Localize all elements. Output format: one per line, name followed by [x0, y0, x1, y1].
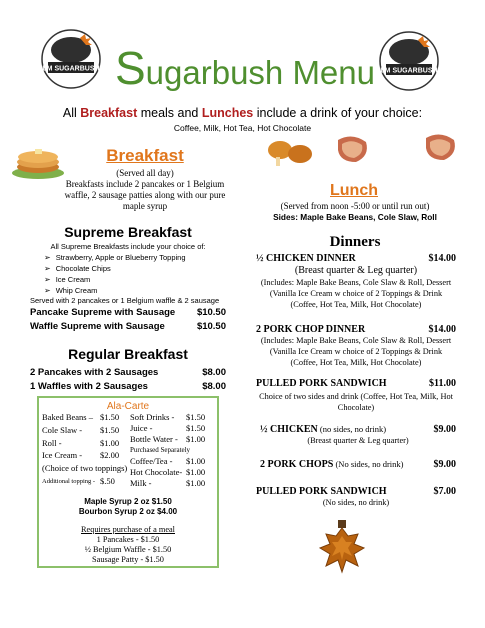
dinner-item: 2 PORK CHOP DINNER $14.00 (Includes: Maple Bake Beans, Cole Slaw & Roll, Dessert (Vanilla Ice Cream w choice of 2 Toppings & Drink (Coffee, Hot Tea, Milk, Hot Chocolate)	[256, 324, 456, 367]
intro-lunches: Lunches	[201, 106, 254, 120]
supreme-heading: Supreme Breakfast	[64, 224, 192, 240]
supreme-choices	[44, 252, 186, 296]
svg-text:LM SUGARBUSH: LM SUGARBUSH	[42, 65, 100, 73]
ala-left-list: Baked Beans – $1.50 Cole Slaw - $1.50 Roll - $1.00 Ice Cream - $2.00 (Choice of two toppings) Additional topping - $.50	[42, 412, 128, 487]
list-item: ➢ Chocolate Chips	[44, 263, 186, 274]
list-item: 1 Pancakes - $1.50	[96, 535, 160, 544]
chicken-image	[266, 134, 316, 168]
list-item: ➢ Whip Cream	[44, 285, 186, 296]
list-item: ➢ Ice Cream	[44, 274, 186, 285]
intro-line: All Breakfast meals and Lunches include a drink of your choice:	[62, 106, 423, 120]
breakfast-served: (Served all day)	[116, 168, 174, 178]
menu-row: Waffle Supreme with Sausage $10.50	[30, 321, 226, 332]
ala-right-list: Soft Drinks - $1.50 Juice - $1.50 Bottle Water - $1.00 Purchased Separately Coffee/Tea - $1.00 Hot Chocolate- $1.00 Milk - $1.00	[130, 412, 206, 488]
breakfast-desc: Breakfasts include 2 pancakes or 1 Belgium waffle, 2 sausage patties along with our pure maple syrup	[64, 179, 226, 211]
ala-carte-title: Ala-Carte	[106, 401, 150, 412]
dinner-item: 2 PORK CHOPS (No sides, no drink) $9.00	[260, 459, 456, 470]
lunch-served: (Served from noon -5:00 or until run out)	[280, 201, 430, 211]
title-initial: S	[114, 42, 146, 94]
svg-text:LM SUGARBUSH: LM SUGARBUSH	[380, 67, 438, 75]
title-rest: ugarbush Menu	[145, 54, 375, 91]
sugarbush-logo-left	[40, 28, 102, 90]
bourbon-syrup: Bourbon Syrup 2 oz $4.00	[78, 507, 178, 516]
dinners-heading: Dinners	[329, 234, 381, 250]
list-item: ➢ Strawberry, Apple or Blueberry Topping	[44, 252, 186, 263]
menu-row: 1 Waffles with 2 Sausages $8.00	[30, 381, 226, 392]
intro-breakfast: Breakfast	[80, 106, 138, 120]
pork-chop-image-1	[332, 132, 372, 166]
page-title	[100, 42, 390, 94]
supreme-intro: All Supreme Breakfasts include your choice of:	[50, 242, 206, 251]
lunch-heading: Lunch	[330, 182, 378, 199]
lunch-sides: Sides: Maple Bake Beans, Cole Slaw, Roll	[273, 212, 437, 222]
ala-carte-box	[37, 396, 219, 568]
list-item: Sausage Patty - $1.50	[92, 555, 164, 564]
maple-syrup: Maple Syrup 2 oz $1.50	[84, 497, 172, 506]
maple-syrup-bottle-image	[318, 518, 366, 574]
dinner-item: PULLED PORK SANDWICH $11.00 Choice of two sides and drink (Coffee, Hot Tea, Milk, Hot Chocolate)	[256, 378, 456, 412]
menu-row: Pancake Supreme with Sausage $10.50	[30, 307, 226, 318]
requires-meal-note: Requires purchase of a meal	[81, 525, 175, 534]
dinner-item: ½ CHICKEN (no sides, no drink) $9.00 (Breast quarter & Leg quarter)	[260, 424, 456, 445]
menu-row: 2 Pancakes with 2 Sausages $8.00	[30, 367, 226, 378]
intro-drinks: Coffee, Milk, Hot Tea, Hot Chocolate	[173, 123, 312, 133]
list-item: ½ Belgium Waffle - $1.50	[84, 545, 172, 554]
regular-heading: Regular Breakfast	[68, 346, 188, 362]
pork-chop-image-2	[420, 130, 460, 164]
breakfast-heading: Breakfast	[106, 146, 184, 165]
supreme-served: Served with 2 pancakes or 1 Belgium waffle & 2 sausage	[30, 296, 220, 305]
dinner-item: ½ CHICKEN DINNER $14.00 (Breast quarter & Leg quarter) (Includes: Maple Bake Beans, Cole Slaw & Roll, Dessert (Vanilla Ice Cream w choice of 2 Toppings & Drink (Coffee, Hot Tea, Milk, Hot Chocolate)	[256, 253, 456, 309]
dinner-item: PULLED PORK SANDWICH $7.00 (No sides, no drink)	[256, 486, 456, 507]
